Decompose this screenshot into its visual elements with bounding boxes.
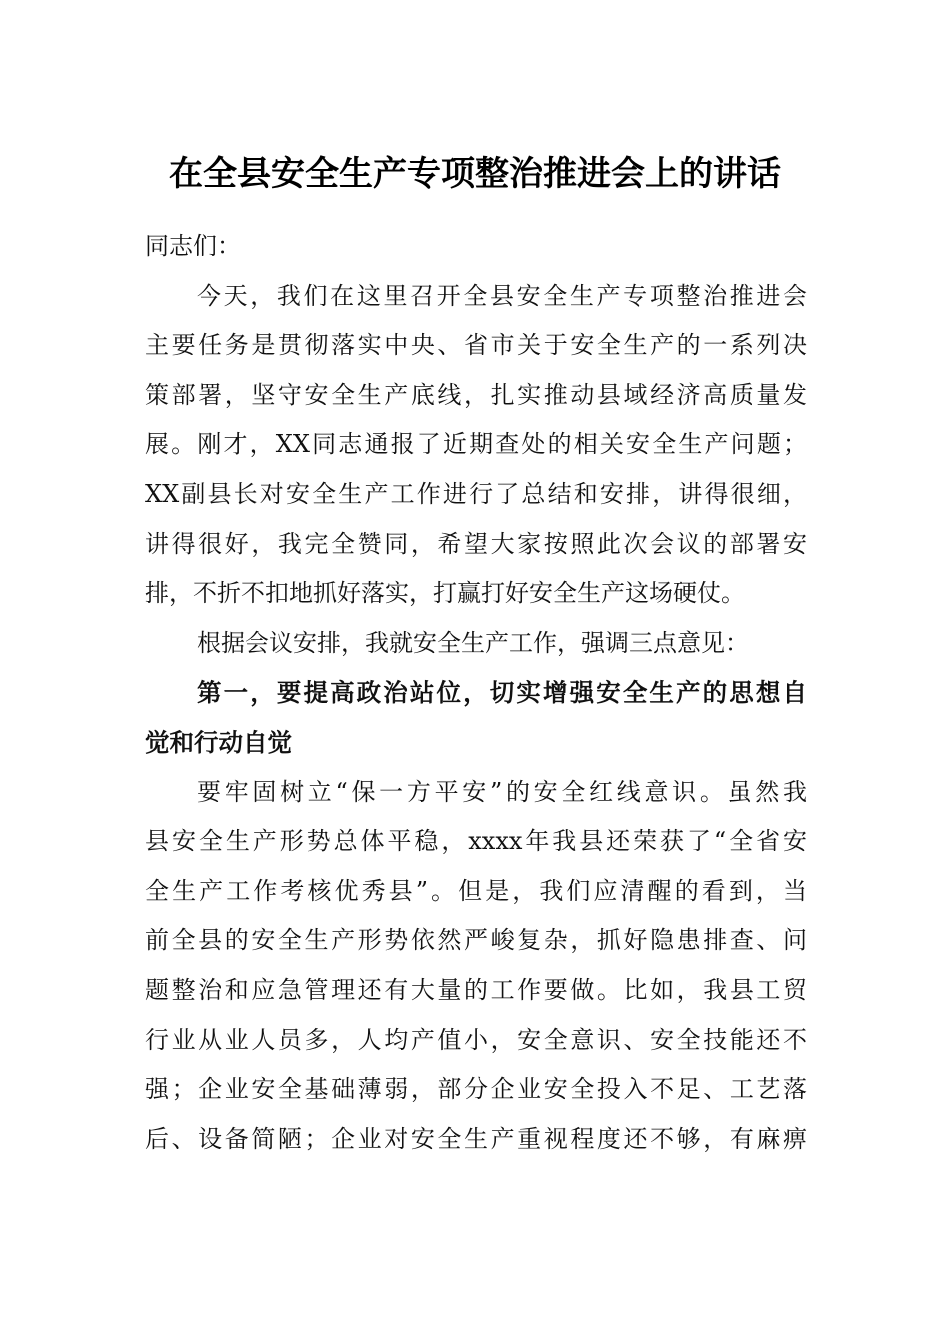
body-line: 前全县的安全生产形势依然严峻复杂，抓好隐患排查、问 [145, 926, 807, 955]
body-line: 要牢固树立“保一方平安”的安全红线意识。虽然我 [197, 777, 807, 806]
body-line: 策部署，坚守安全生产底线，扎实推动县域经济高质量发 [145, 380, 807, 409]
body-line: 今天，我们在这里召开全县安全生产专项整治推进会 [197, 281, 807, 310]
document-body [145, 222, 807, 1164]
section-heading-line: 觉和行动自觉 [145, 727, 292, 757]
body-line: 展。刚才，XX同志通报了近期查处的相关安全生产问题； [145, 430, 807, 459]
body-line: 行业从业人员多，人均产值小，安全意识、安全技能还不 [145, 1025, 807, 1054]
body-line: 县安全生产形势总体平稳，xxxx年我县还荣获了“全省安 [145, 827, 807, 856]
body-line: 后、设备简陋；企业对安全生产重视程度还不够，有麻痹 [145, 1124, 807, 1153]
body-line: 题整治和应急管理还有大量的工作要做。比如，我县工贸 [145, 975, 807, 1004]
body-line: 根据会议安排，我就安全生产工作，强调三点意见： [197, 628, 749, 657]
section-heading-line: 第一，要提高政治站位，切实增强安全生产的思想自 [197, 678, 807, 708]
body-line: 全生产工作考核优秀县”。但是，我们应清醒的看到，当 [145, 876, 807, 905]
body-line: 排，不折不扣地抓好落实，打赢打好安全生产这场硬仗。 [145, 579, 745, 608]
body-line: 讲得很好，我完全赞同，希望大家按照此次会议的部署安 [145, 529, 807, 558]
body-line: XX副县长对安全生产工作进行了总结和安排，讲得很细， [145, 479, 807, 508]
body-line: 同志们： [145, 232, 241, 260]
body-line: 主要任务是贯彻落实中央、省市关于安全生产的一系列决 [145, 331, 807, 360]
document-title: 在全县安全生产专项整治推进会上的讲话 [169, 154, 781, 194]
body-line: 强；企业安全基础薄弱，部分企业安全投入不足、工艺落 [145, 1075, 807, 1104]
